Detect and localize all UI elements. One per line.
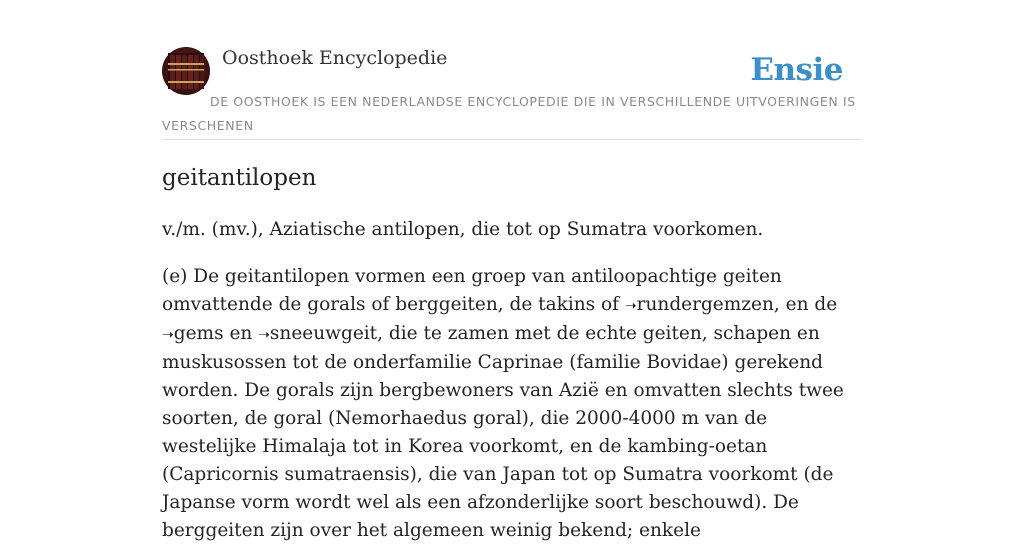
arrow-right-icon: ➝ xyxy=(162,327,174,343)
xref-label: sneeuwgeit xyxy=(269,323,378,344)
site-header xyxy=(162,0,862,140)
source-avatar[interactable] xyxy=(162,47,210,95)
body-text-segment: , en de xyxy=(773,294,838,315)
entry-definition: v./m. (mv.), Aziatische antilopen, die tot op Sumatra voorkomen. xyxy=(162,219,764,240)
source-name-link[interactable]: Oosthoek Encyclopedie xyxy=(222,47,448,69)
xref-link-sneeuwgeit[interactable] xyxy=(258,323,377,344)
body-text-segment: , die te zamen met de echte geiten, schapen en muskusossen tot de onderfamilie Caprinae (familie Bovidae) gerekend worden. De gorals zijn bergbewoners van Azië en omvatten slechts twee soorten, de goral (Nemorhaedus goral), die 2000-4000 m van de westelijke Himalaja tot in Korea voorkomt, en de kambing-oetan (Capricornis sumatraensis), die van Japan tot op Sumatra voorkomt (de Japanse vorm wordt wel als een afzonderlijke soort beschouwd). De berggeiten zijn over het algemeen weinig bekend; enkele xyxy=(162,323,844,541)
xref-link-rundergemzen[interactable] xyxy=(625,294,774,315)
xref-label: gems xyxy=(173,323,224,344)
xref-label: rundergemzen xyxy=(636,294,774,315)
entry-body xyxy=(162,263,862,545)
arrow-right-icon: ➝ xyxy=(258,327,270,343)
body-text-segment: en xyxy=(223,323,259,344)
source-tagline: DE OOSTHOEK IS EEN NEDERLANDSE ENCYCLOPEDIE DIE IN VERSCHILLENDE UITVOERINGEN IS VERSCHENEN xyxy=(162,94,856,133)
page-title: geitantilopen xyxy=(162,165,317,191)
body-text-segment: (e) De geitantilopen vormen een groep van antiloopachtige geiten omvattende de gorals of berggeiten, de takins of xyxy=(162,266,782,315)
page xyxy=(162,0,862,541)
header-divider xyxy=(162,139,862,140)
brand-logo[interactable]: Ensie xyxy=(750,52,843,88)
book-spines-icon xyxy=(162,47,210,95)
arrow-right-icon: ➝ xyxy=(624,298,637,314)
xref-link-gems[interactable] xyxy=(162,323,224,344)
